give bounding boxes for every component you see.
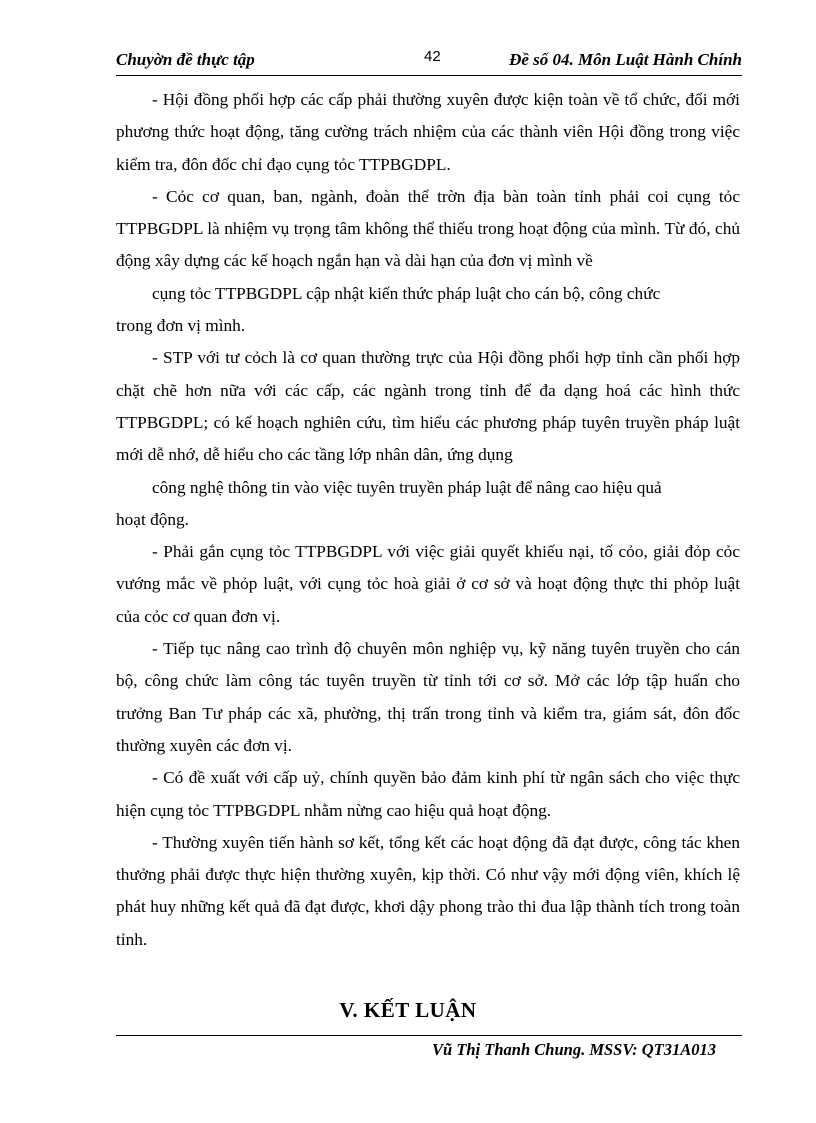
- paragraph: - Hội đồng phối hợp các cấp phải thường xuyên được kiện toàn về tổ chức, đổi mới phương thức hoạt động, tăng cường trách nhiệm của các thành viên Hội đồng trong việc kiểm tra, đôn đốc chỉ đạo cụng tỏc TTPBGDPL.: [116, 90, 740, 174]
- header-subject-title: Đề số 04. Môn Luật Hành Chính: [509, 50, 742, 69]
- page-number: 42: [424, 48, 441, 65]
- header-document-type: Chuyờn đề thực tập: [116, 50, 255, 69]
- section-heading-conclusion: V. KẾT LUẬN: [339, 998, 477, 1022]
- footer-divider: [116, 1035, 742, 1036]
- paragraph: - Có đề xuất với cấp uỷ, chính quyền bảo đảm kinh phí từ ngân sách cho việc thực hiện cụng tỏc TTPBGDPL nhằm nừng cao hiệu quả hoạt động.: [116, 768, 740, 820]
- page-footer-author: Vũ Thị Thanh Chung. MSSV: QT31A013: [432, 1040, 716, 1059]
- paragraph-continuation: trong đơn vị mình.: [116, 316, 246, 336]
- paragraph: - Cỏc cơ quan, ban, ngành, đoàn thể trờn địa bàn toàn tỉnh phải coi cụng tỏc TTPBGDPL là nhiệm vụ trọng tâm không thể thiếu trong hoạt động của mình. Từ đó, chủ động xây dựng các kế hoạch ngắn hạn và dài hạn của đơn vị mình về: [116, 186, 740, 271]
- paragraph-continuation: cụng tỏc TTPBGDPL cập nhật kiến thức pháp luật cho cán bộ, công chức: [152, 283, 661, 303]
- page-header: [116, 48, 742, 74]
- paragraph: - Thường xuyên tiến hành sơ kết, tổng kết các hoạt động đã đạt được, công tác khen thưởng phải được thực hiện thường xuyên, kịp thời. Có như vậy mới động viên, khích lệ phát huy những kết quả đã đạt được, khơi dậy phong trào thi đua lập thành tích trong toàn tỉnh.: [116, 832, 740, 949]
- paragraph: - STP với tư cỏch là cơ quan thường trực của Hội đồng phối hợp tỉnh cần phối hợp chặt chẽ hơn nữa với các cấp, các ngành trong tỉnh để đa dạng hoá các hình thức TTPBGDPL; có kế hoạch nghiên cứu, tìm hiểu các phương pháp tuyên truyền pháp luật mới dễ nhớ, dễ hiểu cho các tầng lớp nhân dân, ứng dụng: [116, 348, 740, 465]
- paragraph-continuation: công nghệ thông tin vào việc tuyên truyền pháp luật để nâng cao hiệu quả: [152, 477, 662, 497]
- document-body: [116, 84, 740, 956]
- paragraph: - Phải gắn cụng tỏc TTPBGDPL với việc giải quyết khiếu nại, tố cỏo, giải đỏp cỏc vướng mắc về phỏp luật, với cụng tỏc hoà giải ở cơ sở và hoạt động thực thi phỏp luật của cỏc cơ quan đơn vị.: [116, 542, 740, 626]
- header-divider: [116, 75, 742, 76]
- paragraph: - Tiếp tục nâng cao trình độ chuyên môn nghiệp vụ, kỹ năng tuyên truyền cho cán bộ, công chức làm công tác tuyên truyền từ tỉnh tới cơ sở. Mở các lớp tập huấn cho trưởng Ban Tư pháp các xã, phường, thị trấn trong tỉnh và kiểm tra, giám sát, đôn đốc thường xuyên các đơn vị.: [116, 639, 740, 755]
- paragraph-continuation: hoạt động.: [116, 509, 189, 529]
